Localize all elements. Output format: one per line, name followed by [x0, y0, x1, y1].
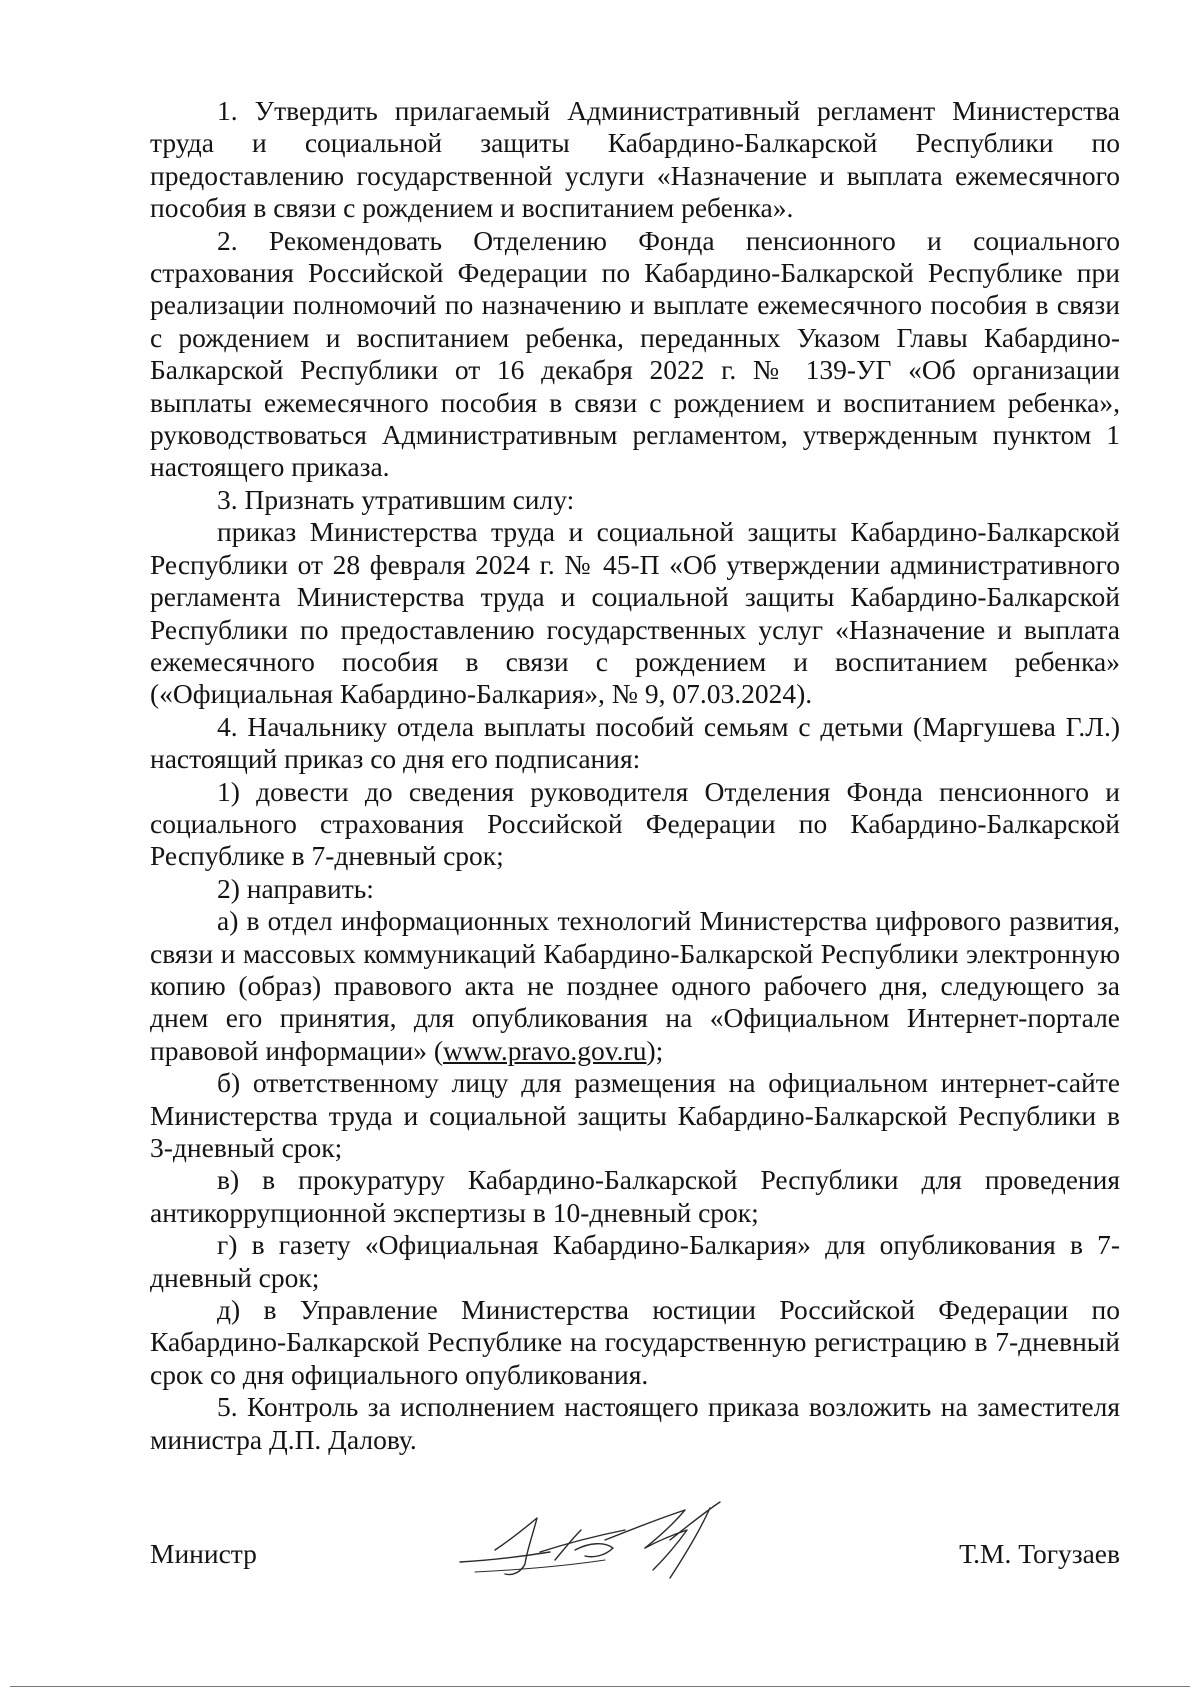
pravo-gov-link[interactable]: www.pravo.gov.ru: [443, 1034, 647, 1066]
paragraph-4-item-d: д) в Управление Министерства юстиции Российской Федерации по Кабардино-Балкарской Республике на государственную регистрацию в 7-дневный срок со дня официального опубликования.: [150, 1294, 1120, 1390]
item-a-text: а) в отдел информационных технологий Министерства цифрового развития, связи и массовых коммуникаций Кабардино-Балкарской Республики электронную копию (образ) правового акта не позднее одного рабочего дня, следующего за днем его принятия, для опубликования на «Официальном Интернет-портале правовой информации» (: [150, 905, 1120, 1066]
paragraph-4-item-1: 1) довести до сведения руководителя Отделения Фонда пенсионного и социального страхования Российской Федерации по Кабардино-Балкарской Республике в 7-дневный срок;: [150, 775, 1120, 872]
paragraph-4: 4. Начальнику отдела выплаты пособий семьям с детьми (Маргушева Г.Л.) настоящий приказ со дня его подписания:: [150, 710, 1120, 775]
paragraph-2: 2. Рекомендовать Отделению Фонда пенсионного и социального страхования Российской Федерации по Кабардино-Балкарской Республике при реализации полномочий по назначению и выплате ежемесячного пособия в связи с рождением и воспитанием ребенка, переданных Указом Главы Кабардино-Балкарской Республики от 16 декабря 2022 г. № 139-УГ «Об организации выплаты ежемесячного пособия в связи с рождением и воспитанием ребенка», руководствоваться Административным регламентом, утвержденным пунктом 1 настоящего приказа.: [150, 224, 1120, 483]
paragraph-4-item-g: г) в газету «Официальная Кабардино-Балкария» для опубликования в 7-дневный срок;: [150, 1229, 1120, 1293]
handwritten-signature: [455, 1500, 755, 1600]
paragraph-1: 1. Утвердить прилагаемый Административный регламент Министерства труда и социальной защиты Кабардино-Балкарской Республики по предоставлению государственной услуги «Назначение и выплата ежемесячного пособия в связи с рождением и воспитанием ребенка».: [150, 95, 1120, 224]
item-a-end: );: [646, 1034, 664, 1066]
paragraph-5: 5. Контроль за исполнением настоящего приказа возложить на заместителя министра Д.П. Далову.: [150, 1391, 1120, 1455]
signatory-title: Министр: [150, 1538, 257, 1569]
paragraph-4-item-b: б) ответственному лицу для размещения на официальном интернет-сайте Министерства труда и социальной защиты Кабардино-Балкарской Республики в 3-дневный срок;: [150, 1067, 1120, 1163]
paragraph-4-item-2: 2) направить:: [217, 872, 374, 904]
signatory-name: Т.М. Тогузаев: [959, 1538, 1120, 1569]
paragraph-3: 3. Признать утратившим силу:: [217, 483, 575, 515]
paragraph-4-item-v: в) в прокуратуру Кабардино-Балкарской Республики для проведения антикоррупционной экспертизы в 10-дневный срок;: [150, 1164, 1120, 1228]
paragraph-4-item-a: [150, 905, 1120, 1067]
bottom-divider: [10, 1686, 1190, 1687]
document-body: [150, 95, 1120, 1456]
paragraph-3-order: приказ Министерства труда и социальной защиты Кабардино-Балкарской Республики от 28 февраля 2024 г. № 45-П «Об утверждении административного регламента Министерства труда и социальной защиты Кабардино-Балкарской Республики по предоставлению государственных услуг «Назначение и выплата ежемесячного пособия в связи с рождением и воспитанием ребенка» («Официальная Кабардино-Балкария», № 9, 07.03.2024).: [150, 516, 1120, 710]
